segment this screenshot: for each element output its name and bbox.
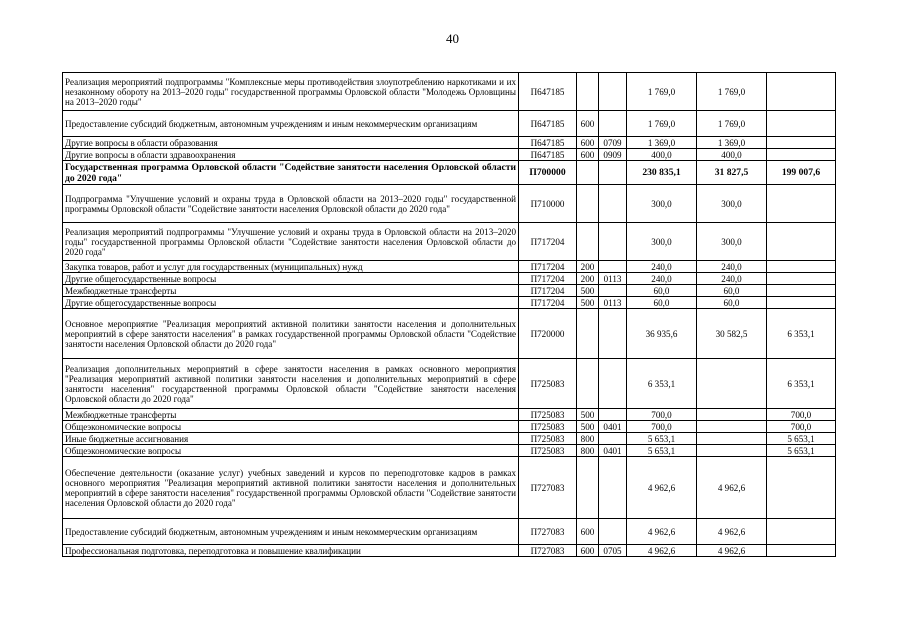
row-name-cell: Предоставление субсидий бюджетным, автономным учреждениям и иным некоммерческим организациям (63, 519, 519, 545)
row-expense-type-cell (577, 223, 599, 261)
row-code-cell: П725083 (519, 421, 577, 433)
row-total-amount-cell: 230 835,1 (627, 161, 697, 185)
row-expense-type-cell: 800 (577, 445, 599, 457)
row-name-cell: Иные бюджетные ассигнования (63, 433, 519, 445)
row-name-cell: Другие вопросы в области здравоохранения (63, 149, 519, 161)
row-federal-amount-cell: 5 653,1 (767, 433, 836, 445)
budget-table (62, 72, 836, 557)
row-section-cell (599, 519, 627, 545)
row-federal-amount-cell (767, 149, 836, 161)
row-code-cell: П647185 (519, 137, 577, 149)
row-regional-amount-cell (697, 445, 767, 457)
table-row (63, 223, 836, 261)
row-section-cell (599, 161, 627, 185)
row-section-cell: 0705 (599, 545, 627, 557)
row-expense-type-cell: 600 (577, 545, 599, 557)
row-federal-amount-cell (767, 137, 836, 149)
table-row (63, 409, 836, 421)
row-regional-amount-cell: 400,0 (697, 149, 767, 161)
row-regional-amount-cell: 240,0 (697, 261, 767, 273)
row-name-cell: Другие общегосударственные вопросы (63, 273, 519, 285)
row-regional-amount-cell: 4 962,6 (697, 519, 767, 545)
table-row (63, 261, 836, 273)
row-total-amount-cell: 300,0 (627, 223, 697, 261)
row-expense-type-cell: 500 (577, 285, 599, 297)
table-row (63, 545, 836, 557)
row-expense-type-cell (577, 161, 599, 185)
row-regional-amount-cell (697, 433, 767, 445)
row-section-cell: 0113 (599, 273, 627, 285)
row-name-cell: Реализация мероприятий подпрограммы "Улучшение условий и охраны труда в Орловской области на 2013–2020 годы" государственной программы Орловской области "Содействие занятости населения Орловской области до 2020 года" (63, 223, 519, 261)
row-total-amount-cell: 5 653,1 (627, 433, 697, 445)
row-regional-amount-cell: 60,0 (697, 297, 767, 309)
row-federal-amount-cell: 6 353,1 (767, 359, 836, 409)
table-row (63, 149, 836, 161)
row-section-cell (599, 433, 627, 445)
row-expense-type-cell (577, 73, 599, 111)
row-total-amount-cell: 36 935,6 (627, 309, 697, 359)
row-code-cell: П725083 (519, 409, 577, 421)
row-name-cell: Основное мероприятие "Реализация мероприятий активной политики занятости населения и дополнительных мероприятий в сфере занятости населения" в рамках государственной программы Орловской области "Содействие занятости населения Орловской области до 2020 года" (63, 309, 519, 359)
row-federal-amount-cell (767, 223, 836, 261)
row-federal-amount-cell: 6 353,1 (767, 309, 836, 359)
row-code-cell: П647185 (519, 73, 577, 111)
row-code-cell: П725083 (519, 359, 577, 409)
row-name-cell: Предоставление субсидий бюджетным, автономным учреждениям и иным некоммерческим организациям (63, 111, 519, 137)
row-name-cell: Другие вопросы в области образования (63, 137, 519, 149)
row-expense-type-cell: 600 (577, 149, 599, 161)
row-code-cell: П717204 (519, 261, 577, 273)
row-code-cell: П717204 (519, 285, 577, 297)
row-regional-amount-cell: 4 962,6 (697, 457, 767, 519)
row-code-cell: П725083 (519, 445, 577, 457)
row-code-cell: П717204 (519, 273, 577, 285)
row-federal-amount-cell (767, 185, 836, 223)
table-row (63, 273, 836, 285)
row-name-cell: Реализация дополнительных мероприятий в сфере занятости населения в рамках основного мероприятия "Реализация мероприятий активной политики занятости населения и дополнительных мероприятий в сфере занятости населения" государственной программы Орловской области "Содействие занятости населения Орловской области до 2020 года" (63, 359, 519, 409)
row-code-cell: П700000 (519, 161, 577, 185)
table-row (63, 359, 836, 409)
row-expense-type-cell: 600 (577, 137, 599, 149)
row-expense-type-cell: 200 (577, 261, 599, 273)
row-expense-type-cell: 800 (577, 433, 599, 445)
row-section-cell: 0401 (599, 445, 627, 457)
row-total-amount-cell: 700,0 (627, 421, 697, 433)
row-code-cell: П647185 (519, 111, 577, 137)
row-federal-amount-cell (767, 261, 836, 273)
table-row (63, 433, 836, 445)
row-section-cell: 0113 (599, 297, 627, 309)
table-row (63, 421, 836, 433)
row-federal-amount-cell: 199 007,6 (767, 161, 836, 185)
row-regional-amount-cell: 4 962,6 (697, 545, 767, 557)
row-regional-amount-cell: 1 769,0 (697, 73, 767, 111)
table-row (63, 73, 836, 111)
row-section-cell (599, 223, 627, 261)
row-regional-amount-cell: 1 369,0 (697, 137, 767, 149)
row-expense-type-cell: 500 (577, 297, 599, 309)
row-expense-type-cell: 500 (577, 409, 599, 421)
row-total-amount-cell: 1 369,0 (627, 137, 697, 149)
row-total-amount-cell: 4 962,6 (627, 519, 697, 545)
row-total-amount-cell: 60,0 (627, 297, 697, 309)
row-section-cell: 0401 (599, 421, 627, 433)
row-total-amount-cell: 4 962,6 (627, 457, 697, 519)
row-section-cell (599, 285, 627, 297)
row-regional-amount-cell (697, 359, 767, 409)
row-expense-type-cell: 200 (577, 273, 599, 285)
row-total-amount-cell: 240,0 (627, 273, 697, 285)
table-row (63, 297, 836, 309)
row-code-cell: П720000 (519, 309, 577, 359)
row-federal-amount-cell: 700,0 (767, 421, 836, 433)
row-total-amount-cell: 6 353,1 (627, 359, 697, 409)
row-regional-amount-cell: 240,0 (697, 273, 767, 285)
row-section-cell (599, 185, 627, 223)
row-name-cell: Закупка товаров, работ и услуг для государственных (муниципальных) нужд (63, 261, 519, 273)
row-federal-amount-cell (767, 519, 836, 545)
row-total-amount-cell: 1 769,0 (627, 73, 697, 111)
row-federal-amount-cell (767, 273, 836, 285)
row-federal-amount-cell (767, 457, 836, 519)
row-expense-type-cell: 500 (577, 421, 599, 433)
row-total-amount-cell: 5 653,1 (627, 445, 697, 457)
row-section-cell: 0709 (599, 137, 627, 149)
row-total-amount-cell: 700,0 (627, 409, 697, 421)
row-section-cell (599, 73, 627, 111)
row-section-cell (599, 409, 627, 421)
row-federal-amount-cell: 5 653,1 (767, 445, 836, 457)
row-expense-type-cell: 600 (577, 111, 599, 137)
page-number: 40 (446, 31, 459, 46)
row-section-cell (599, 359, 627, 409)
row-code-cell: П647185 (519, 149, 577, 161)
row-regional-amount-cell: 60,0 (697, 285, 767, 297)
row-regional-amount-cell: 1 769,0 (697, 111, 767, 137)
table-row (63, 285, 836, 297)
row-code-cell: П725083 (519, 433, 577, 445)
row-name-cell: Профессиональная подготовка, переподготовка и повышение квалификации (63, 545, 519, 557)
row-regional-amount-cell: 30 582,5 (697, 309, 767, 359)
row-name-cell: Реализация мероприятий подпрограммы "Комплексные меры противодействия злоупотреблению наркотиками и их незаконному обороту на 2013–2020 годы" государственной программы Орловской области "Молодежь Орловщины на 2013–2020 годы" (63, 73, 519, 111)
row-expense-type-cell (577, 185, 599, 223)
table-row (63, 445, 836, 457)
row-name-cell: Межбюджетные трансферты (63, 409, 519, 421)
row-code-cell: П727083 (519, 519, 577, 545)
table-row (63, 161, 836, 185)
row-name-cell: Межбюджетные трансферты (63, 285, 519, 297)
row-section-cell: 0909 (599, 149, 627, 161)
table-row (63, 137, 836, 149)
row-section-cell (599, 261, 627, 273)
row-code-cell: П710000 (519, 185, 577, 223)
row-total-amount-cell: 300,0 (627, 185, 697, 223)
row-expense-type-cell (577, 457, 599, 519)
row-section-cell (599, 309, 627, 359)
row-total-amount-cell: 60,0 (627, 285, 697, 297)
row-federal-amount-cell (767, 73, 836, 111)
row-total-amount-cell: 1 769,0 (627, 111, 697, 137)
row-name-cell: Подпрограмма "Улучшение условий и охраны труда в Орловской области на 2013–2020 годы" государственной программы Орловской области "Содействие занятости населения Орловской области до 2020 года" (63, 185, 519, 223)
row-federal-amount-cell: 700,0 (767, 409, 836, 421)
table-row (63, 457, 836, 519)
row-section-cell (599, 457, 627, 519)
row-federal-amount-cell (767, 297, 836, 309)
row-name-cell: Общеэкономические вопросы (63, 445, 519, 457)
row-code-cell: П717204 (519, 297, 577, 309)
table-row (63, 309, 836, 359)
row-name-cell: Другие общегосударственные вопросы (63, 297, 519, 309)
row-total-amount-cell: 400,0 (627, 149, 697, 161)
table-row (63, 185, 836, 223)
row-name-cell: Обеспечение деятельности (оказание услуг) учебных заведений и курсов по переподготовке кадров в рамках основного мероприятия "Реализация мероприятий активной политики занятости населения и дополнительных мероприятий в сфере занятости населения" государственной программы Орловской области "Содействие занятости населения Орловской области до 2020 года" (63, 457, 519, 519)
table-row (63, 519, 836, 545)
row-regional-amount-cell: 300,0 (697, 223, 767, 261)
row-regional-amount-cell (697, 421, 767, 433)
row-federal-amount-cell (767, 285, 836, 297)
table-row (63, 111, 836, 137)
budget-table-body (63, 73, 836, 557)
row-total-amount-cell: 4 962,6 (627, 545, 697, 557)
row-code-cell: П717204 (519, 223, 577, 261)
row-regional-amount-cell (697, 409, 767, 421)
row-code-cell: П727083 (519, 545, 577, 557)
row-expense-type-cell (577, 359, 599, 409)
row-expense-type-cell (577, 309, 599, 359)
row-total-amount-cell: 240,0 (627, 261, 697, 273)
row-federal-amount-cell (767, 545, 836, 557)
row-federal-amount-cell (767, 111, 836, 137)
row-expense-type-cell: 600 (577, 519, 599, 545)
row-regional-amount-cell: 300,0 (697, 185, 767, 223)
row-name-cell: Государственная программа Орловской области "Содействие занятости населения Орловской области до 2020 года" (63, 161, 519, 185)
row-section-cell (599, 111, 627, 137)
row-name-cell: Общеэкономические вопросы (63, 421, 519, 433)
row-code-cell: П727083 (519, 457, 577, 519)
row-regional-amount-cell: 31 827,5 (697, 161, 767, 185)
